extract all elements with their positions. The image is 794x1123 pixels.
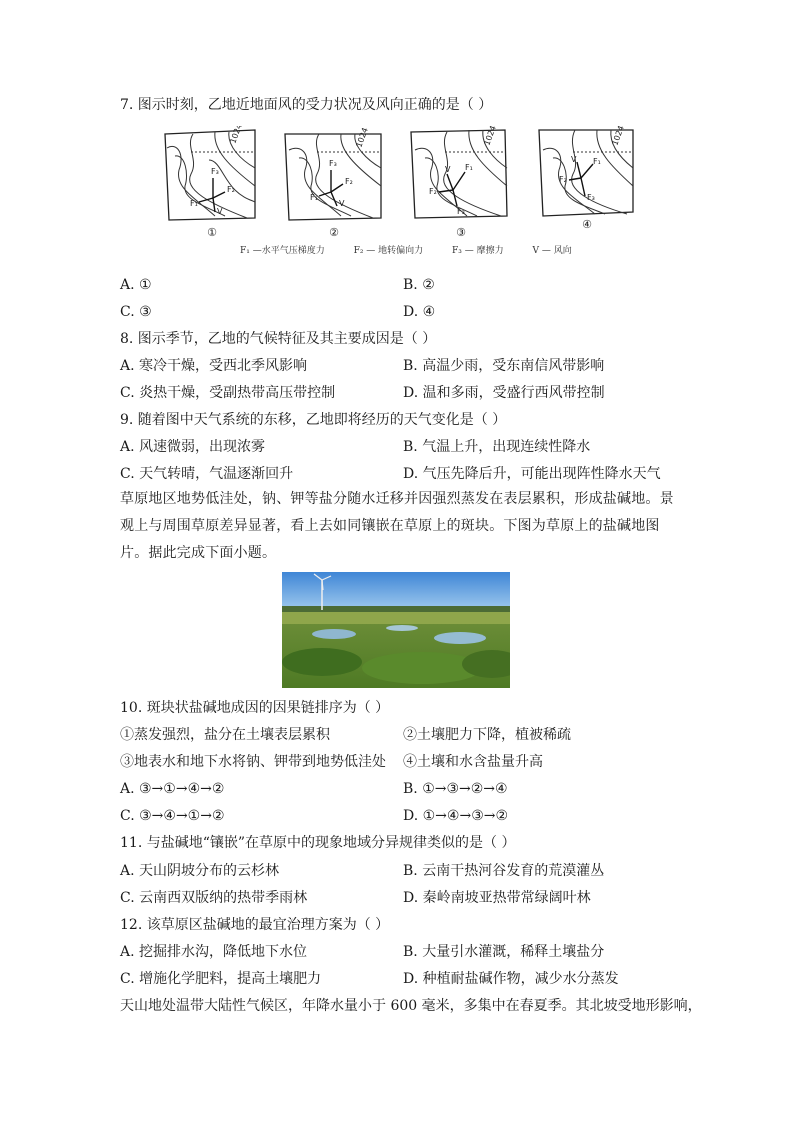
q11-option-c[interactable]: C. 云南西双版纳的热带季雨林	[120, 890, 308, 906]
map1-label-1: F₃	[211, 167, 219, 176]
map4-label-3: F₂	[559, 175, 567, 184]
map-number-1: ①	[207, 226, 217, 239]
q10-option-a[interactable]: A. ③→①→④→②	[120, 781, 225, 797]
map3-isobar-label: 1024	[482, 126, 498, 147]
map4-isobar-label: 1024	[610, 126, 626, 147]
legend-f3: F₃ — 摩擦力	[452, 246, 504, 256]
q9-option-c[interactable]: C. 天气转晴，气温逐渐回升	[120, 466, 294, 482]
q7-legend	[240, 243, 598, 256]
legend-f2: F₂ — 地转偏向力	[353, 246, 424, 256]
map1-label-4: V	[217, 207, 223, 216]
q8-option-b[interactable]: B. 高温少雨，受东南信风带影响	[403, 358, 605, 374]
q8-option-d[interactable]: D. 温和多雨，受盛行西风带控制	[403, 385, 605, 401]
q11-option-d[interactable]: D. 秦岭南坡亚热带常绿阔叶林	[403, 890, 591, 906]
map2-label-1: F₃	[329, 159, 337, 168]
saline-land-photo	[282, 572, 510, 688]
map1-label-2: F₂	[227, 185, 235, 194]
q10-stem: 10. 斑块状盐碱地成因的因果链排序为（ ）	[120, 700, 390, 716]
q8-option-a[interactable]: A. 寒冷干燥，受西北季风影响	[120, 358, 308, 374]
q7-stem: 7. 图示时刻，乙地近地面风的受力状况及风向正确的是（ ）	[120, 97, 493, 113]
map1-label-3: F₁	[190, 199, 198, 208]
map3-label-3: F₂	[429, 187, 437, 196]
weather-map-1	[155, 126, 260, 239]
weather-map-4	[537, 126, 642, 230]
q10-option-b[interactable]: B. ①→③→②→④	[403, 781, 508, 797]
q12-option-c[interactable]: C. 增施化学肥料，提高土壤肥力	[120, 971, 322, 987]
map3-label-2: V	[445, 165, 451, 174]
passage-tianshan: 天山地处温带大陆性气候区，年降水量小于 600 毫米，多集中在春夏季。其北坡受地形影响，	[120, 998, 702, 1014]
q7-option-c[interactable]: C. ③	[120, 304, 152, 320]
q12-option-d[interactable]: D. 种植耐盐碱作物，减少水分蒸发	[403, 971, 619, 987]
map4-label-2: V	[571, 155, 577, 164]
q12-stem: 12. 该草原区盐碱地的最宜治理方案为（ ）	[120, 917, 390, 933]
q7-option-a[interactable]: A. ①	[120, 277, 152, 293]
map3-label-4: F₃	[457, 207, 465, 216]
map-number-3: ③	[456, 226, 466, 239]
map4-label-1: F₁	[593, 157, 601, 166]
map2-label-2: F₂	[345, 177, 353, 186]
q10-option-c[interactable]: C. ③→④→①→②	[120, 808, 225, 824]
q7-option-b[interactable]: B. ②	[403, 277, 435, 293]
q10-item-4: ④土壤和水含盐量升高	[403, 754, 543, 770]
map-number-2: ②	[329, 226, 339, 239]
q9-option-b[interactable]: B. 气温上升，出现连续性降水	[403, 439, 591, 455]
q10-option-d[interactable]: D. ①→④→③→②	[403, 808, 509, 824]
q10-item-2: ②土壤肥力下降，植被稀疏	[403, 727, 571, 743]
q8-stem: 8. 图示季节，乙地的气候特征及其主要成因是（ ）	[120, 331, 437, 347]
legend-v: V — 风向	[532, 246, 572, 256]
map2-isobar-label: 1024	[354, 126, 370, 149]
q10-item-1: ①蒸发强烈，盐分在土壤表层累积	[120, 727, 330, 743]
q11-option-b[interactable]: B. 云南干热河谷发育的荒漠灌丛	[403, 863, 605, 879]
q12-option-b[interactable]: B. 大量引水灌溉，稀释土壤盐分	[403, 944, 605, 960]
passage-saline-land: 草原地区地势低洼处，钠、钾等盐分随水迁移并因强烈蒸发在表层累积，形成盐碱地。景观上与周围草原差异显著，看上去如同镶嵌在草原上的斑块。下图为草原上的盐碱地图片。据此完成下面小题。	[120, 491, 674, 561]
q9-option-a[interactable]: A. 风速微弱，出现浓雾	[120, 439, 266, 455]
map1-isobar-label: 1024	[228, 126, 244, 145]
q11-option-a[interactable]: A. 天山阴坡分布的云杉林	[120, 863, 280, 879]
q7-weather-maps	[155, 126, 645, 254]
map2-label-4: V	[339, 199, 345, 208]
weather-map-2	[281, 126, 386, 239]
legend-f1: F₁ —水平气压梯度力	[240, 246, 325, 256]
q8-option-c[interactable]: C. 炎热干燥，受副热带高压带控制	[120, 385, 336, 401]
q9-option-d[interactable]: D. 气压先降后升，可能出现阵性降水天气	[403, 466, 661, 482]
weather-map-3	[409, 126, 514, 239]
q12-option-a[interactable]: A. 挖掘排水沟，降低地下水位	[120, 944, 308, 960]
map-number-4: ④	[582, 218, 592, 231]
map3-label-1: F₁	[465, 163, 473, 172]
map2-label-3: F₁	[310, 193, 318, 202]
q11-stem: 11. 与盐碱地“镶嵌”在草原中的现象地域分异规律类似的是（ ）	[120, 835, 516, 851]
q7-option-d[interactable]: D. ④	[403, 304, 436, 320]
q9-stem: 9. 随着图中天气系统的东移，乙地即将经历的天气变化是（ ）	[120, 412, 507, 428]
map4-label-4: F₃	[587, 193, 595, 202]
q10-item-3: ③地表水和地下水将钠、钾带到地势低洼处	[120, 754, 386, 770]
